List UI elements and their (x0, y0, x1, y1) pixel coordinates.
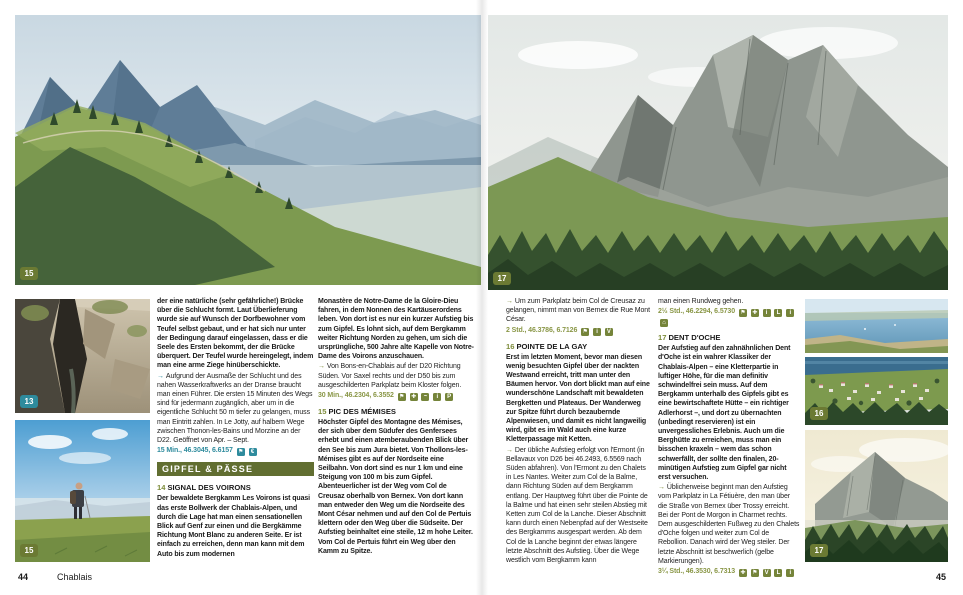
info-icon: i (786, 309, 794, 317)
flag-icon: ⚑ (238, 449, 244, 456)
hut-icon: ⌂ (660, 319, 668, 327)
lake-illustration (805, 299, 948, 353)
entry16-title (506, 342, 652, 351)
photo-dent-doche-peak (488, 15, 948, 290)
photo-dent-doche-from-forest (805, 430, 948, 562)
entry-number: 17 (658, 333, 667, 343)
time-coordinates: 2 Std., 46.3786, 6.7126 (506, 326, 578, 334)
time-coordinates: 3¼ Std., 46.3530, 6.7313 (658, 568, 735, 576)
photo-hillside-village (805, 357, 948, 425)
info-icon: i (786, 569, 794, 577)
peak-forest-illustration (805, 430, 948, 562)
entry-title-text: SIGNAL DES VOIRONS (167, 483, 251, 493)
photo-lake-geneva (805, 299, 948, 353)
entry-title-text: PIC DES MÉMISES (328, 407, 396, 417)
directions-text: Von Bons-en-Chablais auf der D20 Richtung Süden. Vor Saxel rechts und der D50 bis zum ausgeschilderten Parkplatz beim Kloster folgen. (318, 363, 462, 389)
page-number-right: 45 (935, 572, 946, 582)
photo-gorge (15, 299, 150, 413)
arrow-bullet: → (506, 298, 513, 305)
photo-memises-ridge-panorama (15, 15, 481, 285)
right-column-b (658, 297, 800, 577)
viewpoint-icon: V (605, 328, 613, 336)
photo-number-badge: 17 (810, 544, 828, 557)
entry17-info-line (658, 567, 800, 577)
mountain-panorama-illustration (15, 15, 481, 285)
time-coordinates: 15 Min., 46.3045, 6.6157 (157, 447, 233, 455)
photo-hiker-viewpoint (15, 420, 150, 562)
entry13-info-line (157, 446, 314, 456)
entry14-title (157, 483, 314, 492)
entry13-directions (157, 372, 314, 446)
entry17-description: Der Aufstieg auf den zahnähnlichen Dent d'Oche ist ein wahrer Klassiker der Chablais-Alpen – eine Kletterpartie in luftiger Höhe, für die man definitiv schwindelfrei sein muss. Auf dem Bergkamm unterhalb des Gipfels gibt es eine bewirtschaftete Hütte – ein richtiger Adlerhorst –, und dort zu übernachten (unbedingt reservieren) ist ein unvergessliches Erlebnis. Auch um die Berghütte zu erreichen, muss man ein bisschen kraxeln – wem das schon schwerfällt, der sollte den finalen, 20-minütigen Aufstieg zum Gipfel gar nicht erst versuchen. (658, 345, 791, 482)
arrow-bullet: → (506, 446, 513, 454)
entry14-directions (318, 362, 474, 390)
time-coordinates: 2½ Std., 46.2294, 6.5730 (658, 308, 735, 316)
right-column-a (506, 297, 652, 567)
entry15-title (318, 407, 474, 416)
entry14-info-line (318, 391, 474, 401)
entry16-info-line (658, 307, 800, 327)
entry16-directions-tail: man einen Rundweg gehen. (658, 298, 744, 305)
directions-text: Aufgrund der Ausmaße der Schlucht und des nahen Wasserkraftwerks an der Dranse braucht man einen Führer. Die ersten 15 Minuten des Wegs sind für jedermann zugänglich, aber um in die eigentliche Schlucht 50 m tiefer zu gelangen, muss man Eintritt zahlen. In Le Jotty, auf halbem Wege zwischen Thonon-les-Bains und Morzine an der D22. Geöffnet von Apr. – Sept. (157, 372, 313, 445)
entry15-directions (506, 297, 652, 325)
fee-icon: € (249, 448, 257, 456)
chapter-name: Chablais (57, 572, 93, 582)
viewpoint-icon: V (763, 569, 771, 577)
arrow-bullet: → (318, 363, 325, 371)
entry14-description-continued: Monastère de Notre-Dame de la Gloire-Dieu fahren, in dem Nonnen des Kartäuserordens leben. Von dort ist es nur ein kurzer Aufstieg bis zum Gipfel. Es lohnt sich, auf dem Bergkamm weiter Richtung Norden zu gehen, um sich die ursprüngliche, 500 Jahre alte Kapelle von Notre-Dame des Voirons anzuschauen. (318, 298, 474, 361)
ladder-icon: L (774, 309, 782, 317)
entry-title-text: DENT D'OCHE (668, 333, 721, 343)
section-header-gipfel-paesse: GIPFEL & PÄSSE (157, 462, 314, 476)
entry14-description: Der bewaldete Bergkamm Les Voirons ist quasi das erste Bollwerk der Chablais-Alpen, und durch die Lage hat man einen sensationellen Blick auf Genf zur einen und die Bergkämme Richtung Mont Blanc zu anderen Seite. Er ist einfach zu erreichen, denn man kann mit dem Auto bis zum modernen (157, 495, 311, 558)
directions-text: Üblicherweise beginnt man den Aufstieg vom Parkplatz in La Fétiuère, den man über die Straße von Bernex über Trossy erreicht. Bei der Pont de Morgon in Charmet rechts. Dem ausgeschilderten Fußweg zu den Chalets d'Oche folgen und weiter zum Col de Rebollion. Danach wird der Weg steiler. Der letzte Abschnitt ist beschwerlich (gelbe Markierungen). (658, 484, 800, 565)
first-aid-icon: ✚ (411, 394, 417, 401)
photo-number-badge: 15 (20, 544, 38, 557)
info-icon: i (433, 393, 441, 401)
info-icon: i (763, 309, 771, 317)
flag-icon: ⚑ (399, 394, 405, 401)
entry17-directions (658, 483, 800, 566)
ladder-icon: L (774, 569, 782, 577)
photo-number-badge: 16 (810, 407, 828, 420)
page-number-left: 44 (18, 572, 29, 582)
entry15-info-line (506, 326, 652, 336)
time-coordinates: 30 Min., 46.2304, 6.3552 (318, 392, 394, 400)
photo-number-badge: 17 (493, 272, 511, 285)
entry-number: 16 (506, 341, 515, 351)
directions-text: Der übliche Aufstieg erfolgt von l'Ermont (in Bellavaux von D26 bei 46.2493, 6.5569 nach Süden abfahren). Von l'Ermont zu den Chalets in Les Nantes. Weiter zum Col de la Balme, dann Richtung Süden auf dem Bergkamm entlang. Der Hauptweg führt über die Pointe de la Balme und hat einen sehr steilen Abstieg mit Ketten zum Col de la Lanche. Dieser Abschnitt kann durch einen Nebenpfad auf der Westseite des Bergkamms ausgespart werden. Ab dem Col de la Lanche beginnt der etwas längere letzte Abschnitt des Aufstieg. Über die Wege westlich vom Bergkamm kann (506, 446, 648, 565)
entry-number: 15 (318, 407, 327, 417)
entry-number: 14 (157, 483, 166, 493)
entry13-description-tail: der eine natürliche (sehr gefährliche!) Brücke über die Schlucht formt. Laut Überlieferung wurde sie auf Wunsch der Dorfbewohner vom Teufel selbst gebaut, und er hat sich nur unter der Bedingung darauf eingelassen, dass er die Seele des Ersten bekommt, der die Brücke überquert. Der Teufel wurde hereingelegt, indem man eine arme Ziege hinüberschickte. (157, 298, 314, 370)
entry17-title (658, 333, 800, 342)
photo-number-badge: 13 (20, 395, 38, 408)
trail-icon: ~ (421, 393, 429, 401)
first-aid-icon: ✚ (740, 570, 746, 577)
rocky-peak-illustration (488, 15, 948, 290)
first-aid-icon: ✚ (752, 310, 758, 317)
parking-icon: P (445, 393, 453, 401)
photo-number-badge: 15 (20, 267, 38, 280)
hiker-illustration (15, 420, 150, 562)
directions-text: Um zum Parkplatz beim Col de Creusaz zu gelangen, nimmt man von Bernex die Rue Mont César. (506, 298, 650, 324)
arrow-bullet: → (658, 484, 665, 492)
entry16-directions (506, 446, 652, 566)
left-column-a (157, 297, 314, 567)
flag-icon: ⚑ (752, 570, 758, 577)
entry-title-text: POINTE DE LA GAY (516, 341, 588, 351)
flag-icon: ⚑ (582, 328, 588, 335)
info-icon: i (593, 328, 601, 336)
flag-icon: ⚑ (740, 310, 746, 317)
left-column-b (318, 297, 474, 567)
entry15-description: Höchster Gipfel des Montagne des Mémises, der sich über dem Südufer des Genfersees erhebt und einen atemberaubenden Blick über den See bis zum Jura bietet. Von Thollons-les-Mémises gibt es auf der Nordseite eine Seilbahn. Von dort sind es nur 1 km und eine Steigung von 100 m bis zum Gipfel. Abenteuerlicher ist der Weg vom Col de Creusaz oberhalb von Bernex. Von dort kann man entweder den Weg um die Nordseite des Mont César nehmen und auf den Col de Pertuis klettern oder den Weg über die Südseite. Der Aufstieg beinhaltet eine steile, 12 m hohe Leiter. Vom Col de Pertuis führt ein Weg über den Kamm zu Spitze. (318, 419, 473, 555)
entry16-description: Erst im letzten Moment, bevor man diesen wenig besuchten Gipfel über der nackten Westwand erreicht, tritt man unter den Bäumen hervor. Von dort blickt man auf eine wunderschöne Landschaft mit bewaldeten Bergketten und Plateaus. Der Wanderweg zur Spitze führt durch bezaubernde Alpenwiesen, und damit es nicht langweilig wird, gibt es im Wald auch eine kurze Kletterpassage mit Ketten. (506, 353, 650, 444)
book-spine-gutter (476, 0, 488, 595)
arrow-bullet: → (157, 372, 164, 380)
